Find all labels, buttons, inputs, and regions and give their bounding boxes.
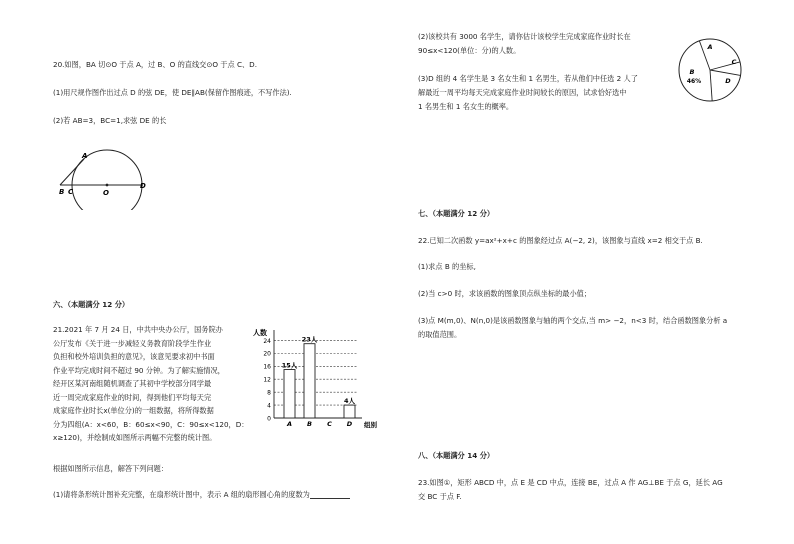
q21-part1-text: (1)请将条形统计图补充完整，在扇形统计图中，表示 A 组的扇形圆心角的度数为	[53, 490, 310, 499]
bar-chart	[250, 326, 380, 431]
y-tick-label: 8	[267, 389, 271, 397]
answer-blank[interactable]	[310, 491, 350, 499]
q20-part1: (1)用尺规作图作出过点 D 的弦 DE，使 DE∥AB(保留作图痕迹，不写作法).	[53, 88, 292, 97]
q22-part1: (1)求点 B 的坐标,	[418, 262, 476, 271]
pie-chart	[676, 36, 744, 104]
q22-part3: (3)点 M(m,0)、N(n,0)是该函数图象与轴的两个交点,当 m> −2，n<3 时，结合函数图象分析 a	[418, 316, 728, 325]
data-label-d: 4人	[343, 397, 356, 406]
y-tick-label: 0	[267, 415, 271, 423]
q22-part3b: 的取值范围。	[418, 330, 462, 339]
bar-d	[344, 405, 355, 418]
q21-part3-line: 1 名男生和 1 名女生的概率。	[418, 102, 514, 111]
label-a: A	[82, 152, 88, 160]
bar-a	[284, 370, 295, 418]
q21-part1	[53, 490, 350, 499]
y-tick-label: 20	[263, 350, 271, 358]
q23-line2: 交 BC 于点 F.	[418, 492, 462, 501]
label-b: B	[59, 188, 65, 196]
section-8-heading: 八、（本题满分 14 分）	[418, 451, 495, 460]
y-tick-label: 16	[263, 363, 271, 371]
label-c: C	[68, 188, 74, 196]
q21-line: 作业平均完成时间不超过 90 分钟。为了解实施情况，	[53, 365, 225, 375]
q21-prompt: 根据如图所示信息，解答下列问题：	[53, 464, 169, 473]
y-tick-label: 24	[263, 337, 271, 345]
q21-line: 分为四组(A：x<60，B：60≤x<90，C：90≤x<120，D：	[53, 419, 249, 429]
section-6-heading: 六、（本题满分 12 分）	[53, 300, 130, 309]
q21-part2-line: (2)该校共有 3000 名学生，请你估计该校学生完成家庭作业时长在	[418, 32, 631, 41]
q21-part2-line: 90≤x<120(单位：分)的人数。	[418, 46, 521, 55]
x-tick-label: A	[286, 420, 293, 428]
q21-line: 公厅发布《关于进一步减轻义务教育阶段学生作业	[53, 338, 212, 348]
q21-part3-line: 解最近一周平均每天完成家庭作业时间较长的原因，试求恰好选中	[418, 88, 627, 97]
x-tick-label: D	[346, 420, 353, 428]
x-axis-label: 组别	[364, 421, 377, 429]
y-tick-label: 4	[267, 402, 271, 410]
q20-part2: (2)若 AB=3，BC=1,求弦 DE 的长	[53, 116, 167, 125]
q21-line: x≥120)，并绘制成如图所示两幅不完整的统计图。	[53, 433, 217, 442]
pie-value-b: 46%	[686, 78, 702, 85]
q21-line: 近一周完成家庭作业的时间，得到他们平均每天完	[53, 392, 212, 402]
q21-line: 成家庭作业时长x(单位分)的一组数据，将所得数据	[53, 406, 214, 415]
q23-line1: 23.如图①，矩形 ABCD 中，点 E 是 CD 中点，连接 BE，过点 A 作 AG⊥BE 于点 G，延长 AG	[418, 478, 723, 487]
q21-line: 经开区某河南组随机调查了其初中学校部分同学最	[53, 379, 212, 388]
label-d: D	[140, 182, 146, 190]
q21-line: 21.2021 年 7 月 24 日，中共中央办公厅，国务院办	[53, 325, 223, 334]
section-7-heading: 七、（本题满分 12 分）	[418, 209, 495, 218]
x-tick-label: B	[307, 420, 312, 428]
q20-stem: 20.如图，BA 切⊙O 于点 A，过 B、O 的直线交⊙O 于点 C、D.	[53, 60, 257, 69]
data-label-b: 23人	[301, 335, 318, 344]
data-label-a: 15人	[281, 361, 298, 370]
q22-part2: (2)当 c>0 时，求该函数的图象顶点纵坐标的最小值；	[418, 289, 592, 298]
bar-b	[304, 344, 315, 418]
q22-stem: 22.已知二次函数 y=ax²+x+c 的图象经过点 A(−2, 2)，该图象与直线 x=2 相交于点 B.	[418, 236, 703, 245]
label-o: O	[103, 189, 109, 197]
y-axis-label: 人数	[253, 329, 267, 337]
q21-line: 负担和校外培训负担的意见》，该意见要求初中书面	[53, 352, 215, 361]
center-dot	[106, 184, 109, 187]
q20-figure	[55, 145, 165, 210]
x-tick-label: C	[327, 420, 332, 428]
q21-part3-line: (3)D 组的 4 名学生是 3 名女生和 1 名男生，若从他们中任选 2 人了	[418, 74, 638, 83]
y-tick-label: 12	[263, 376, 271, 384]
pie-label-c: C	[731, 58, 737, 66]
pie-label-a: A	[707, 43, 713, 51]
pie-label-b: B	[689, 68, 695, 76]
pie-label-d: D	[725, 77, 731, 85]
